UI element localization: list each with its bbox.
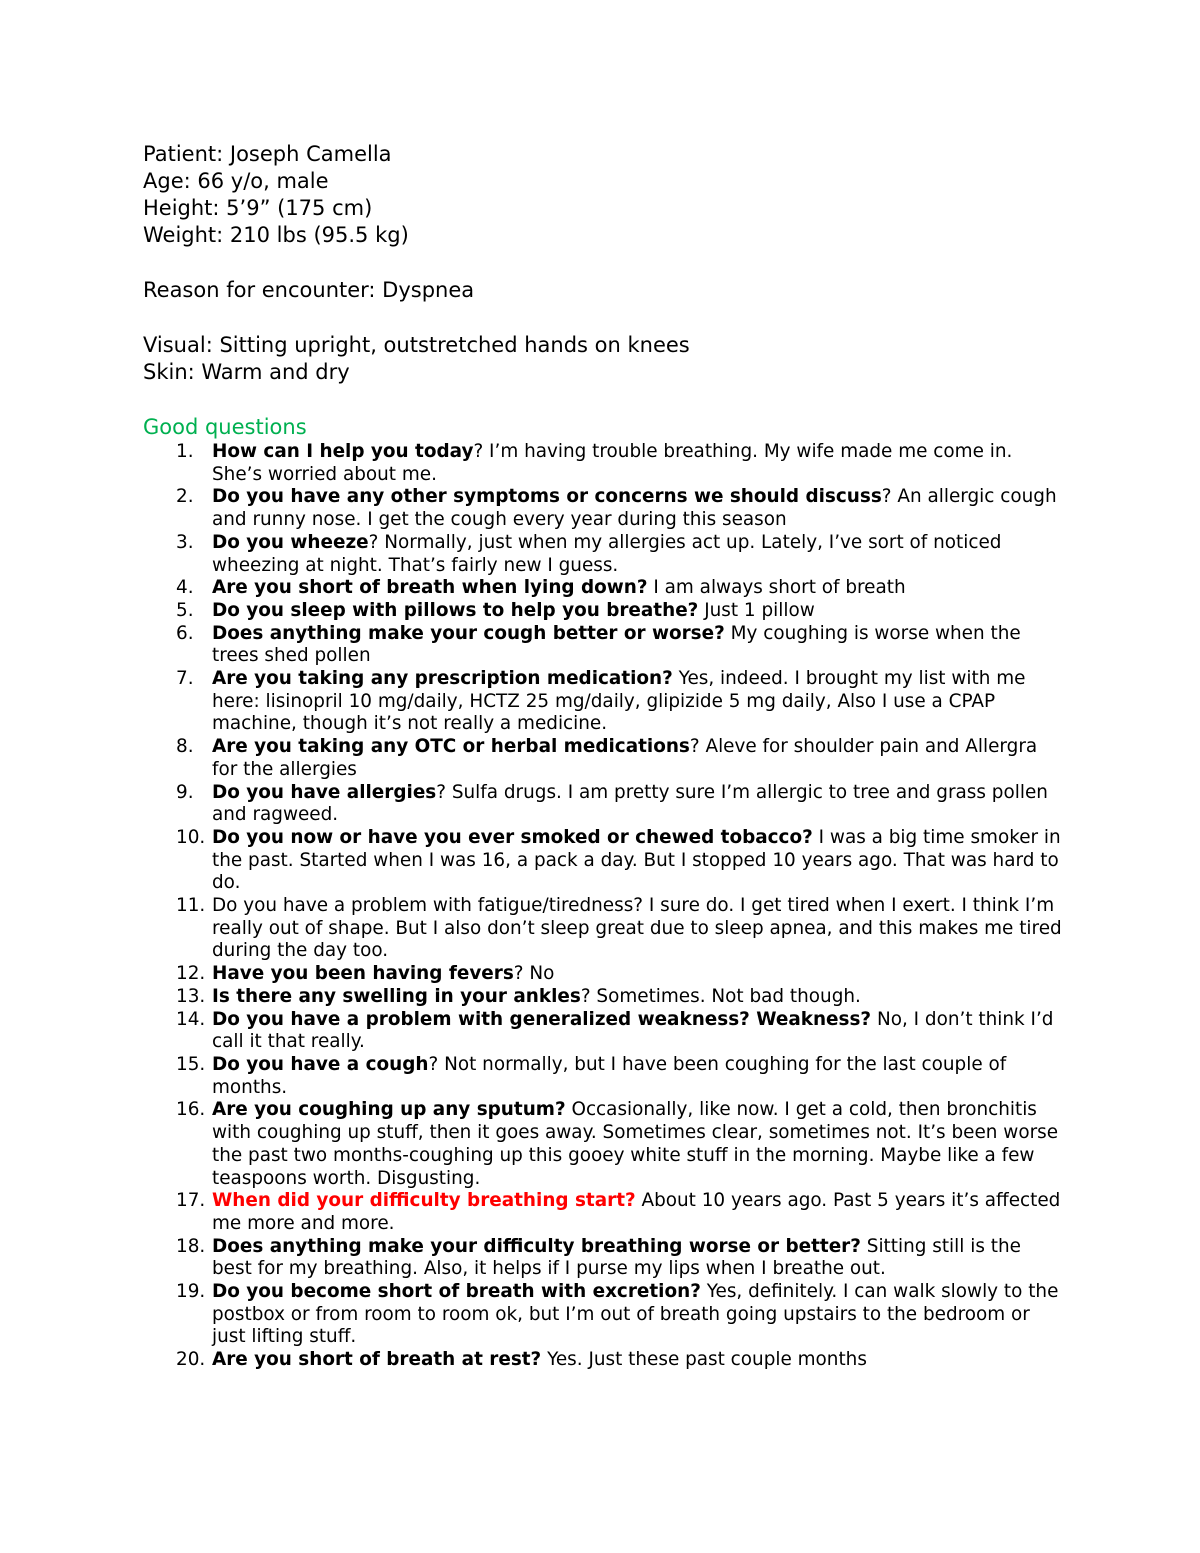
answer-text: About 10 years ago. Past 5 years it’s affected me more and more. (212, 1190, 1061, 1234)
answer-text: ? An allergic cough and runny nose. I get the cough every year during this season (212, 486, 1057, 531)
answer-text: ? Not normally, but I have been coughing for the last couple of months. (212, 1053, 1007, 1098)
question-text: Do you now or have you ever smoked or chewed tobacco? (212, 826, 813, 848)
question-text: Do you wheeze (212, 531, 369, 553)
skin-observation: Skin: Warm and dry (143, 360, 350, 384)
item-number: 7. (176, 668, 194, 690)
item-number: 15. (176, 1053, 206, 1075)
item-number: 6. (176, 622, 194, 644)
list-item (143, 827, 1063, 895)
question-text: Does anything make your cough better or worse? (212, 622, 725, 644)
spacer (143, 386, 1063, 414)
question-text: Do you become short of breath with excretion? (212, 1281, 701, 1303)
question-text: Do you have allergies (212, 781, 437, 803)
list-item (143, 736, 1063, 781)
question-text: Do you have any other symptoms or concerns we should discuss (212, 486, 882, 508)
question-text: Are you taking any prescription medication? (212, 668, 673, 690)
exam-block (143, 332, 1063, 386)
item-number: 19. (176, 1281, 206, 1303)
answer-text: ? Normally, just when my allergies act up. Lately, I’ve sort of noticed wheezing at night. That’s fairly new I guess. (212, 531, 1002, 576)
list-item (143, 623, 1063, 668)
item-number: 5. (176, 599, 194, 621)
answer-text: ? Sometimes. Not bad though. (580, 985, 861, 1007)
answer-text: ? I’m having trouble breathing. My wife made me come in. She’s worried about me. (212, 441, 1013, 485)
item-number: 8. (176, 736, 194, 758)
question-list (143, 441, 1063, 1372)
list-item (143, 1190, 1063, 1235)
list-item (143, 532, 1063, 577)
item-number: 2. (176, 486, 194, 508)
document-page (143, 141, 1063, 1372)
question-text: Is there any swelling in your ankles (212, 985, 581, 1007)
encounter-reason: Reason for encounter: Dyspnea (143, 278, 475, 302)
answer-text: I sure do. I get tired when I exert. I think I’m really out of shape. But I also don’t sleep great due to sleep apnea, and this makes me tired during the day too. (212, 895, 1062, 962)
patient-weight: Weight: 210 lbs (95.5 kg) (143, 223, 409, 247)
answer-text: ? No (513, 963, 555, 985)
spacer (143, 249, 1063, 277)
section-title: Good questions (143, 415, 307, 439)
patient-info-block (143, 141, 1063, 249)
question-text: Does anything make your difficulty breathing worse or better? (212, 1235, 861, 1257)
list-item (143, 782, 1063, 827)
list-item (143, 1349, 1063, 1372)
list-item (143, 486, 1063, 531)
question-text: Do you sleep with pillows to help you breathe? (212, 599, 699, 621)
item-number: 10. (176, 826, 206, 848)
answer-text: Yes. Just these past couple months (541, 1349, 867, 1371)
list-item (143, 600, 1063, 623)
answer-text: I am always short of breath (647, 577, 906, 599)
visual-observation: Visual: Sitting upright, outstretched hands on knees (143, 333, 690, 357)
question-text: Do you have a problem with generalized weakness? Weakness? (212, 1008, 872, 1030)
question-text: Are you coughing up any sputum? (212, 1099, 566, 1121)
item-number: 4. (176, 577, 194, 599)
question-text-highlighted: When did your difficulty breathing start? (212, 1190, 636, 1212)
answer-text: Yes, definitely. I can walk slowly to the postbox or from room to room ok, but I’m out of breath going upstairs to the bedroom or just lifting stuff. (212, 1281, 1059, 1348)
item-number: 18. (176, 1235, 206, 1257)
item-number: 13. (176, 985, 206, 1007)
item-number: 17. (176, 1190, 206, 1212)
list-item (143, 577, 1063, 600)
question-text: How can I help you today (212, 441, 474, 462)
spacer (143, 304, 1063, 332)
answer-text: Occasionally, like now. I get a cold, then bronchitis with coughing up stuff, then it goes away. Sometimes clear, sometimes not. It’s been worse the past two months-coughing up this gooey white stuff in the morning. Maybe like a few teaspoons worth. Disgusting. (212, 1099, 1059, 1189)
item-number: 14. (176, 1008, 206, 1030)
patient-height: Height: 5’9” (175 cm) (143, 196, 373, 220)
list-item (143, 1009, 1063, 1054)
item-number: 20. (176, 1349, 206, 1371)
patient-age: Age: 66 y/o, male (143, 169, 329, 193)
item-number: 12. (176, 963, 206, 985)
list-item (143, 1054, 1063, 1099)
item-number: 9. (176, 781, 194, 803)
question-text: Are you taking any OTC or herbal medications (212, 736, 690, 758)
list-item (143, 1236, 1063, 1281)
patient-name: Patient: Joseph Camella (143, 142, 392, 166)
item-number: 1. (176, 441, 194, 462)
question-text: Are you short of breath at rest? (212, 1349, 542, 1371)
item-number: 16. (176, 1099, 206, 1121)
list-item (143, 441, 1063, 486)
answer-text: Sitting still is the best for my breathing. Also, it helps if I purse my lips when I breathe out. (212, 1235, 1021, 1280)
list-item (143, 668, 1063, 736)
answer-text: I was a big time smoker in the past. Started when I was 16, a pack a day. But I stopped 10 years ago. That was hard to do. (212, 826, 1061, 894)
list-item (143, 963, 1063, 986)
list-item (143, 1099, 1063, 1190)
answer-text: ? Aleve for shoulder pain and Allergra for the allergies (212, 736, 1038, 780)
answer-text: My coughing is worse when the trees shed pollen (212, 622, 1021, 667)
answer-text: Just 1 pillow (698, 599, 815, 621)
answer-text: ? Sulfa drugs. I am pretty sure I’m allergic to tree and grass pollen and ragweed. (212, 781, 1048, 826)
answer-text: No, I don’t think I’d call it that really. (212, 1008, 1054, 1053)
question-text: Do you have a cough (212, 1053, 429, 1075)
item-number: 11. (176, 895, 206, 917)
answer-text: Yes, indeed. I brought my list with me here: lisinopril 10 mg/daily, HCTZ 25 mg/daily, glipizide 5 mg daily, Also I use a CPAP machine, though it’s not really a medicine. (212, 668, 1026, 735)
question-text: Do you have a problem with fatigue/tiredness? (212, 895, 644, 917)
question-text: Are you short of breath when lying down? (212, 577, 648, 599)
list-item (143, 986, 1063, 1009)
list-item (143, 895, 1063, 963)
list-item (143, 1281, 1063, 1349)
question-text: Have you been having fevers (212, 963, 514, 985)
item-number: 3. (176, 531, 194, 553)
